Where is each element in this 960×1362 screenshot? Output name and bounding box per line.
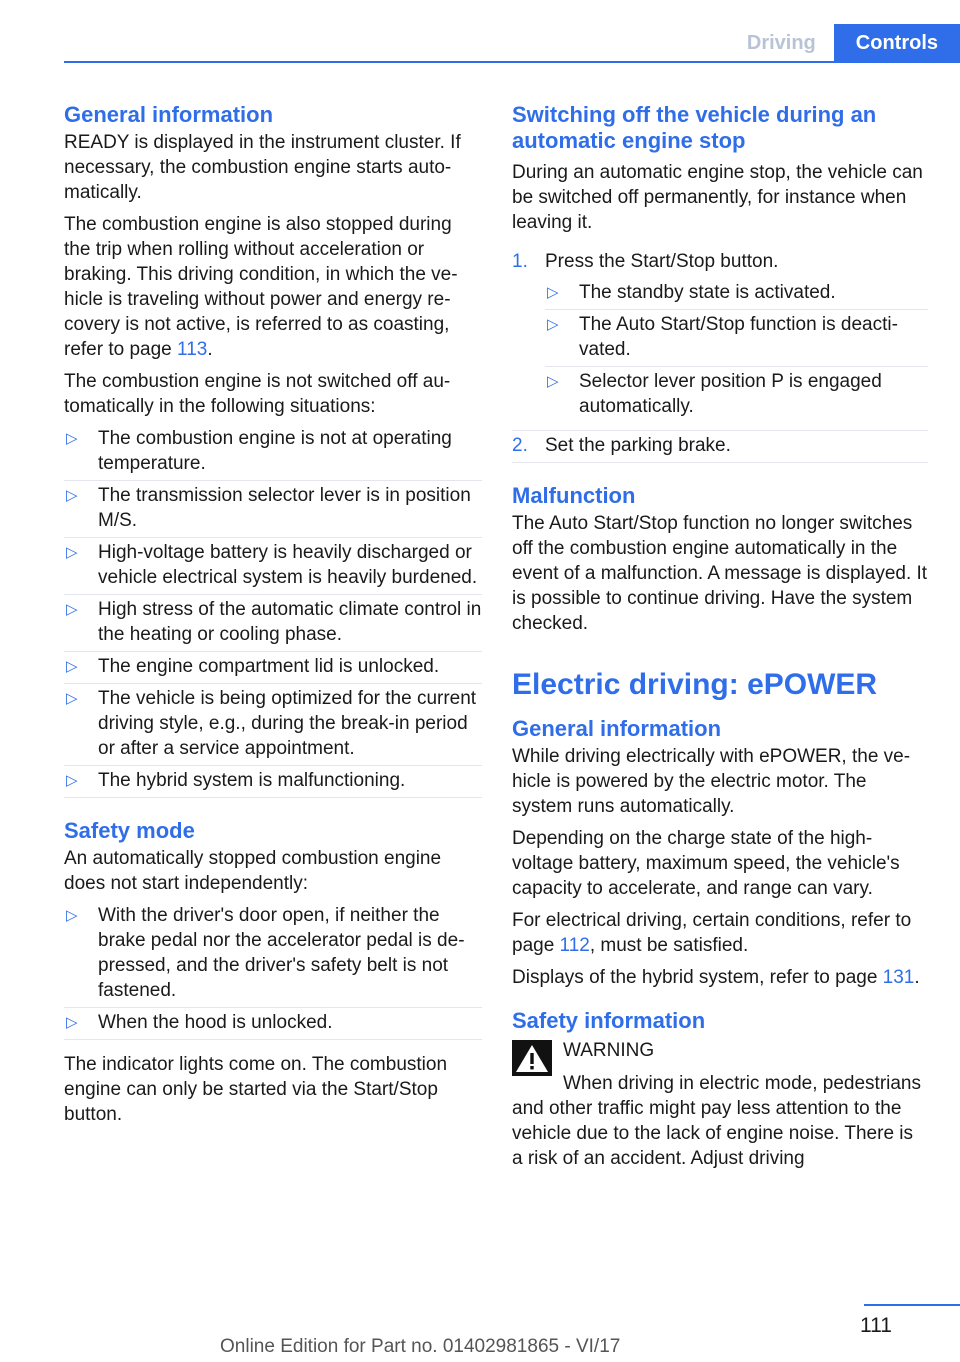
triangle-right-icon: ▷ (547, 373, 559, 390)
list-item: ▷ Selector lever position P is engaged automatically. (547, 371, 882, 417)
page-link[interactable]: 112 (559, 935, 590, 956)
step-number: 2. (512, 435, 528, 456)
paragraph: During an automatic engine stop, the vehicle can be switched off permanently, for instance when leaving it. (512, 162, 923, 233)
triangle-right-icon: ▷ (66, 601, 78, 618)
warning-triangle-icon (512, 1040, 552, 1076)
header-tabs (729, 24, 960, 62)
switching-off-heading: Switching off the vehicle during an automatic engine stop (512, 102, 877, 153)
tab-driving[interactable]: Driving (746, 31, 816, 54)
triangle-right-icon: ▷ (66, 772, 78, 789)
list-item: ▷ With the driver's door open, if neither the brake pedal nor the accelerator pedal is depressed, and the driver's safety belt is not fastened. (64, 903, 482, 1010)
list-item: ▷ The combustion engine is not at operating temperature. (64, 426, 482, 483)
triangle-right-icon: ▷ (66, 544, 78, 561)
paragraph: For electrical driving, certain conditions, refer to page 112, must be satisfied. (512, 910, 912, 956)
list-item: ▷ The standby state is activated. (545, 280, 928, 312)
step-sublist (545, 280, 928, 426)
step-item (512, 433, 928, 465)
step-text: Press the Start/Stop button. (545, 251, 779, 272)
triangle-right-icon: ▷ (66, 690, 78, 707)
paragraph: An automatically stopped combustion engine does not start independently: (64, 848, 442, 894)
paragraph: READY is displayed in the instrument cluster. If necessary, the combustion engine starts automatically. (64, 132, 461, 203)
triangle-right-icon: ▷ (547, 316, 559, 333)
warning-title: WARNING (563, 1040, 655, 1061)
paragraph (64, 212, 482, 362)
page-number: 111 (860, 1314, 892, 1337)
malfunction-heading: Malfunction (512, 483, 636, 508)
triangle-right-icon: ▷ (66, 907, 78, 924)
paragraph: The indicator lights come on. The combustion engine can only be started via the Start/Stop button. (64, 1054, 448, 1125)
epower-general-heading: General information (512, 716, 722, 741)
right-column (512, 102, 928, 1171)
footer-divider (864, 1304, 960, 1306)
list-item: ▷ The transmission selector lever is in position M/S. (64, 483, 482, 540)
list-item: ▷ When the hood is unlocked. (64, 1010, 482, 1042)
step-text: Set the parking brake. (545, 435, 731, 456)
header-divider (64, 61, 960, 63)
safety-information-heading: Safety information (512, 1008, 706, 1033)
triangle-right-icon: ▷ (66, 430, 78, 447)
triangle-right-icon: ▷ (66, 1014, 78, 1031)
step-number: 1. (512, 251, 528, 272)
paragraph: Depending on the charge state of the high-voltage battery, maximum speed, the vehicle's capacity to accelerate, and range can vary. (512, 828, 900, 899)
step-item (512, 249, 928, 433)
warning-text: When driving in electric mode, pedestrians and other traffic might pay less attention to the vehicle due to the lack of engine noise. There is a risk of an accident. Adjust driving (512, 1073, 922, 1169)
general-information-heading: General information (64, 102, 274, 127)
triangle-right-icon: ▷ (66, 487, 78, 504)
list-item: ▷ The engine compartment lid is unlocked. (64, 654, 482, 686)
edition-footer: Online Edition for Part no. 01402981865 - VI/17 (220, 1336, 621, 1357)
safety-mode-heading: Safety mode (64, 818, 195, 843)
triangle-right-icon: ▷ (547, 284, 559, 301)
list-item: ▷ High stress of the automatic climate control in the heating or cooling phase. (64, 597, 482, 654)
paragraph-text: The combustion engine is also stopped during the trip when rolling without acceleration or braking. This driving condition, in which the vehicle is traveling without power and energy recovery is not active, is referred to as coasting, refer to page (64, 214, 458, 360)
page-link[interactable]: 131 (882, 967, 915, 988)
paragraph: The combustion engine is not switched off automatically in the following situations: (64, 371, 451, 417)
left-column (64, 102, 482, 1134)
list-item: ▷ The hybrid system is malfunctioning. (64, 768, 482, 800)
tab-controls[interactable]: Controls (834, 24, 960, 62)
warning-box (512, 1038, 928, 1171)
epower-title: Electric driving: ePOWER (512, 668, 878, 701)
safety-mode-list (64, 903, 482, 1042)
list-item: ▷ The vehicle is being optimized for the current driving style, e.g., during the break-in period or after a service appointment. (64, 686, 482, 768)
paragraph: The Auto Start/Stop function no longer switches off the combustion engine automatically in the event of a malfunction. A message is displayed. It is possible to continue driving. Have the system checked. (512, 513, 928, 634)
paragraph: Displays of the hybrid system, refer to page 131. (512, 967, 920, 988)
steps-list (512, 249, 928, 465)
paragraph-text: . (207, 339, 213, 360)
paragraph: While driving electrically with ePOWER, the vehicle is powered by the electric motor. The system runs automatically. (512, 746, 911, 817)
list-item: ▷ The Auto Start/Stop function is deactivated. (545, 312, 928, 369)
list-item: ▷ High-voltage battery is heavily discharged or vehicle electrical system is heavily burdened. (64, 540, 482, 597)
page-link[interactable]: 113 (177, 339, 208, 360)
situations-list (64, 426, 482, 800)
triangle-right-icon: ▷ (66, 658, 78, 675)
